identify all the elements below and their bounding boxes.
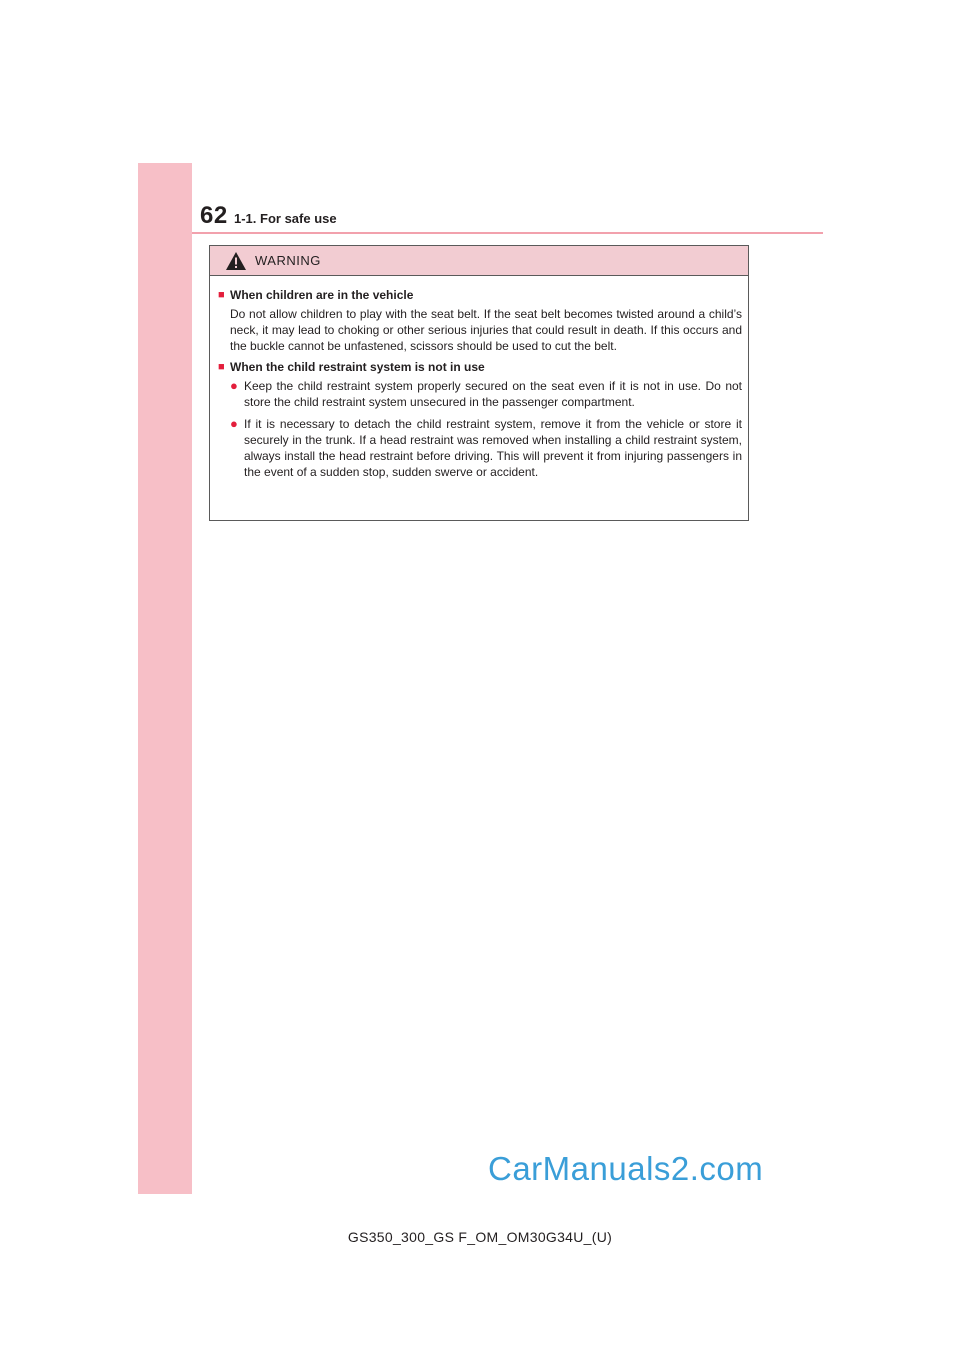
page-number: 62	[200, 202, 228, 229]
warning-body	[210, 276, 748, 480]
warning-block-restraint	[218, 359, 742, 480]
round-bullet-icon: ●	[230, 416, 238, 431]
block-heading-text: When the child restraint system is not in use	[230, 360, 485, 374]
header-rule	[192, 232, 823, 234]
round-bullet-icon: ●	[230, 378, 238, 393]
warning-box	[209, 245, 749, 521]
warning-block-children	[218, 287, 742, 354]
square-bullet-icon: ■	[218, 361, 225, 373]
warning-title: WARNING	[255, 253, 321, 268]
warning-triangle-icon	[225, 251, 247, 271]
list-item	[218, 416, 742, 480]
block-heading	[218, 359, 742, 375]
list-item-text: Keep the child restraint system properly secured on the seat even if it is not in use. Do not store the child restraint system unsecured in the passenger compartment.	[244, 379, 742, 409]
list-item-text: If it is necessary to detach the child restraint system, remove it from the vehicle or store it securely in the trunk. If a head restraint was removed when installing a child restraint system, always install the head restraint before driving. This will prevent it from injuring passengers in the event of a sudden stop, sudden swerve or accident.	[244, 417, 742, 479]
block-heading-text: When children are in the vehicle	[230, 288, 414, 302]
footer-code: GS350_300_GS F_OM_OM30G34U_(U)	[347, 1229, 613, 1245]
block-text: Do not allow children to play with the seat belt. If the seat belt becomes twisted around a child’s neck, it may lead to choking or other serious injuries that could result in death. If this occurs and the buckle cannot be unfastened, scissors should be used to cut the belt.	[230, 307, 742, 353]
warning-header	[210, 246, 748, 276]
watermark: CarManuals2.com	[488, 1150, 764, 1187]
section-title: 1-1. For safe use	[234, 211, 337, 226]
block-heading	[218, 287, 742, 303]
side-band	[138, 163, 192, 1194]
square-bullet-icon: ■	[218, 289, 225, 301]
list-item	[218, 378, 742, 410]
